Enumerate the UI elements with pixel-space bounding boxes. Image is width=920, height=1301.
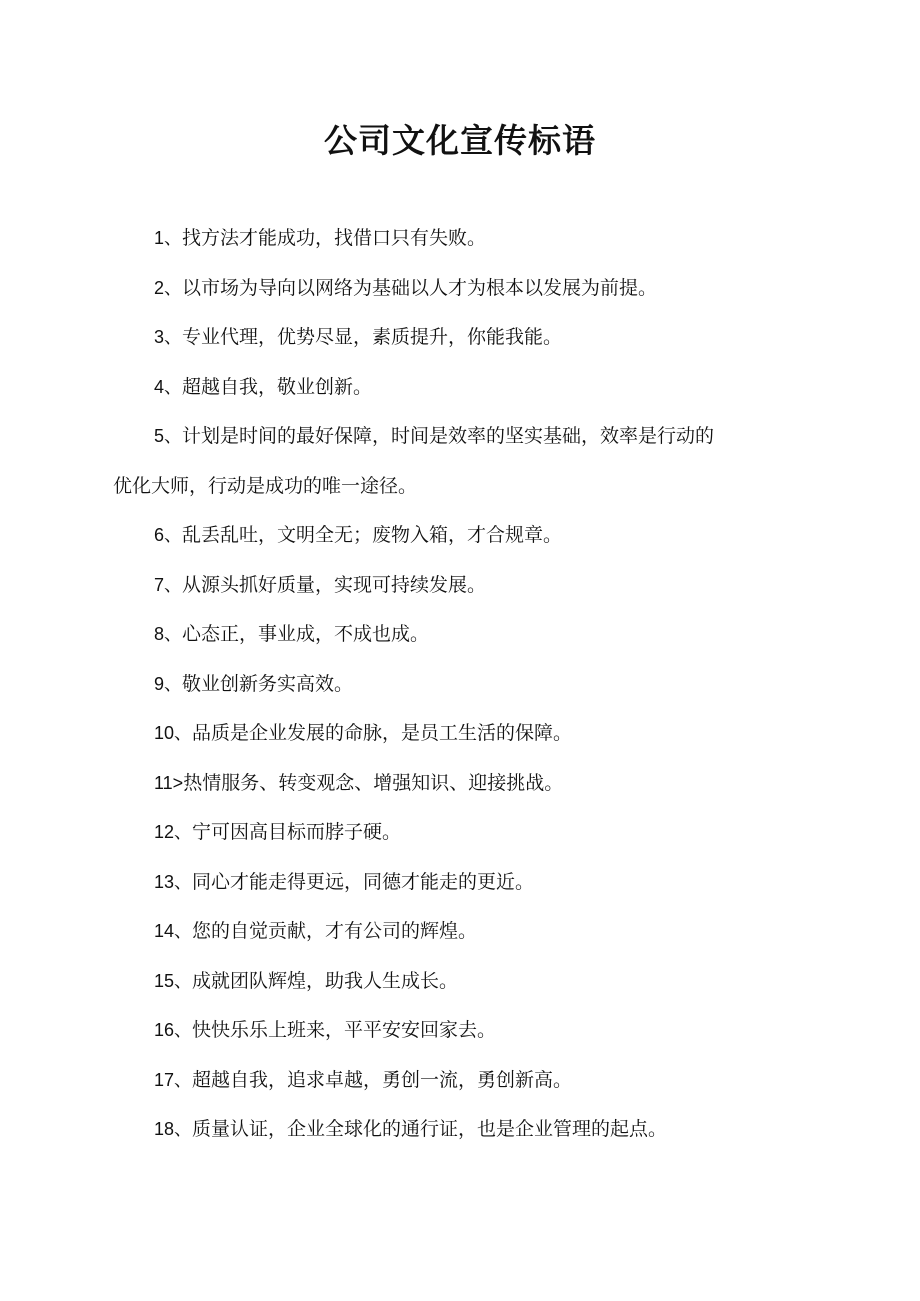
slogan-line [113,264,803,314]
slogan-line [113,709,803,759]
slogan-line [113,214,803,264]
slogan-number: 9、 [154,673,183,694]
slogan-number: 15、 [154,970,193,991]
slogan-number: 13、 [154,871,193,892]
slogan-text: 优化大师，行动是成功的唯一途径。 [113,474,418,497]
slogan-text: 宁可因高目标而脖子硬。 [192,821,402,843]
slogan-text: 快快乐乐上班来，平平安安回家去。 [192,1019,497,1041]
slogan-item [113,907,803,957]
slogan-item [113,313,803,363]
slogan-number: 14、 [154,921,193,941]
slogan-item [113,858,803,908]
slogan-number: 7、 [154,574,183,595]
slogan-text: 以市场为导向以网络为基础以人才为根本以发展为前提。 [182,276,658,299]
slogan-text: 质量认证，企业全球化的通行证，也是企业管理的起点。 [192,1118,668,1140]
slogan-item [113,1056,803,1106]
slogan-item [113,1006,803,1056]
slogan-number: 18、 [154,1119,193,1139]
slogan-number: 16、 [154,1020,193,1040]
slogan-text: 成就团队辉煌，助我人生成长。 [192,969,459,992]
slogan-number: 5、 [154,426,183,446]
slogan-item [113,511,803,561]
slogan-text: 计划是时间的最好保障，时间是效率的坚实基础，效率是行动的 [182,425,715,447]
slogan-item [113,363,803,413]
slogan-line [113,1006,803,1056]
slogan-text: 超越自我，追求卓越，勇创一流，勇创新高。 [192,1068,573,1091]
slogan-number: 2、 [154,277,183,298]
slogan-text: 从源头抓好质量，实现可持续发展。 [182,573,487,596]
slogan-number: 17、 [154,1069,193,1090]
slogan-item [113,264,803,314]
slogan-item [113,1105,803,1155]
slogan-line [113,561,803,611]
slogan-item [113,957,803,1007]
slogan-line [113,511,803,561]
slogan-line [113,759,803,809]
slogan-number: 11> [154,772,184,793]
slogan-item [113,759,803,809]
slogan-line [113,412,803,462]
slogan-text: 热情服务、转变观念、增强知识、迎接挑战。 [183,771,564,794]
slogan-line [113,808,803,858]
slogan-number: 6、 [154,525,183,545]
slogan-text: 超越自我，敬业创新。 [182,375,373,398]
slogan-line [113,1056,803,1106]
slogan-line [113,462,803,512]
slogan-line [113,610,803,660]
slogan-text: 心态正，事业成，不成也成。 [182,623,430,645]
slogan-line [113,660,803,710]
slogan-text: 品质是企业发展的命脉，是员工生活的保障。 [192,722,573,744]
slogan-text: 专业代理，优势尽显，素质提升，你能我能。 [182,326,563,348]
document-title: 公司文化宣传标语 [324,121,596,160]
slogan-number: 10、 [154,723,193,743]
slogan-list [113,214,803,1155]
slogan-line [113,363,803,413]
slogan-item [113,214,803,264]
slogan-line [113,858,803,908]
slogan-line [113,957,803,1007]
slogan-line [113,1105,803,1155]
slogan-item [113,412,803,511]
slogan-item [113,808,803,858]
slogan-text: 同心才能走得更远，同德才能走的更近。 [192,870,535,893]
slogan-item [113,561,803,611]
slogan-number: 1、 [154,228,183,248]
slogan-line [113,907,803,957]
slogan-line [113,313,803,363]
slogan-number: 12、 [154,822,193,842]
slogan-number: 8、 [154,624,183,644]
slogan-number: 4、 [154,376,183,397]
slogan-item [113,610,803,660]
slogan-text: 找方法才能成功，找借口只有失败。 [182,227,487,249]
slogan-item [113,660,803,710]
slogan-item [113,709,803,759]
slogan-text: 您的自觉贡献，才有公司的辉煌。 [192,920,478,942]
slogan-text: 敬业创新务实高效。 [182,672,354,695]
slogan-text: 乱丢乱吐，文明全无；废物入箱，才合规章。 [182,524,563,546]
slogan-number: 3、 [154,327,183,347]
